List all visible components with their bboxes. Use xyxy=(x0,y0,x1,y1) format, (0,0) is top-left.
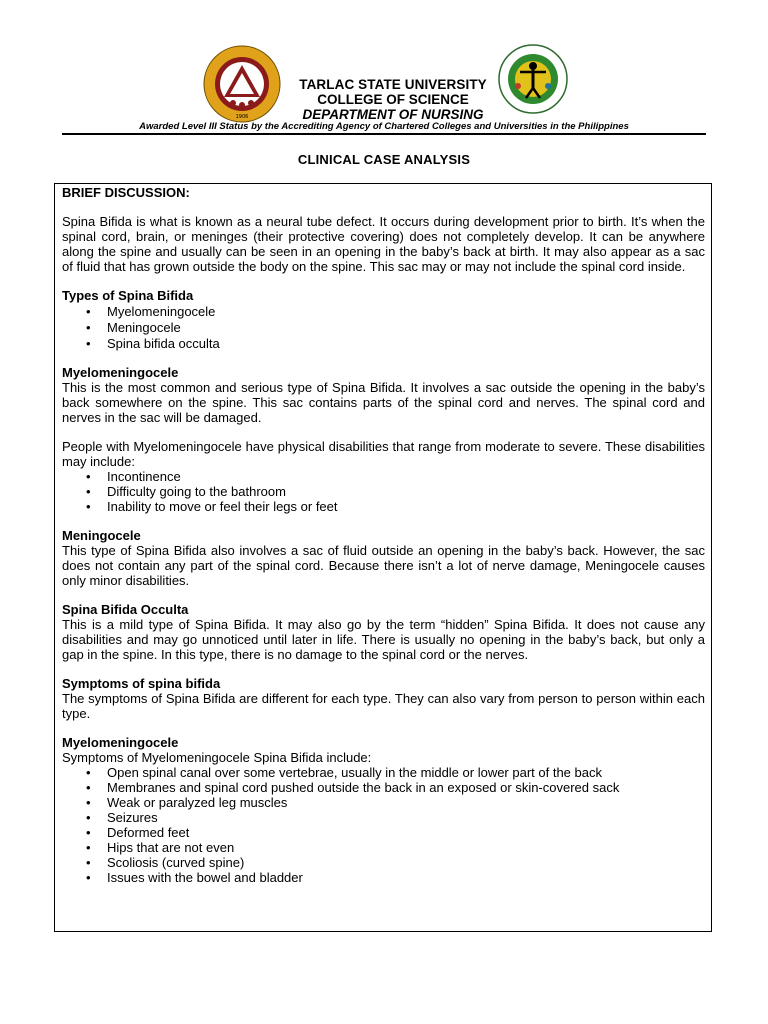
myelo-symptoms-heading: Myelomeningocele xyxy=(62,735,179,750)
brief-text: Spina Bifida is what is known as a neural tube defect. It occurs during development prior to birth. It’s when the spinal cord, brain, or meninges (their protective covering) does not completely develop. It can be anywhere along the spine and usually can be seen in an opening in the baby’s back at birth. It may also appear as a sac of fluid that has grown outside the body on the spine. This sac may or may not include the spinal cord inside. xyxy=(62,214,705,274)
list-item: • Incontinence xyxy=(107,469,705,484)
institution-name-block xyxy=(288,77,498,122)
list-item: • Meningocele xyxy=(107,320,705,335)
list-item: • Scoliosis (curved spine) xyxy=(107,855,705,870)
brief-heading: BRIEF DISCUSSION: xyxy=(62,185,190,200)
list-item: • Open spinal canal over some vertebrae, usually in the middle or lower part of the back xyxy=(107,765,705,780)
list-item: • Membranes and spinal cord pushed outside the back in an exposed or skin-covered sack xyxy=(107,780,705,795)
myelo-heading: Myelomeningocele xyxy=(62,365,179,380)
symptoms-heading: Symptoms of spina bifida xyxy=(62,676,221,691)
meningo-text: This type of Spina Bifida also involves a sac of fluid outside an opening in the baby’s back. However, the sac does not contain any part of the spinal cord. Because there isn’t a lot of nerve damage, Meningocele causes only minor disabilities. xyxy=(62,543,705,588)
college-name: COLLEGE OF SCIENCE xyxy=(317,92,469,107)
types-heading: Types of Spina Bifida xyxy=(62,288,194,303)
disabilities-list xyxy=(62,469,705,514)
symptoms-text: The symptoms of Spina Bifida are different for each type. They can also vary from person to person within each type. xyxy=(62,691,705,721)
list-item: • Myelomeningocele xyxy=(107,304,705,319)
myelo-text: This is the most common and serious type of Spina Bifida. It involves a sac outside the opening in the baby’s back somewhere on the spine. This sac contains parts of the spinal cord and nerves. The spinal cord and nerves in the sac will be damaged. xyxy=(62,380,705,425)
list-item: • Seizures xyxy=(107,810,705,825)
list-item: • Issues with the bowel and bladder xyxy=(107,870,705,885)
occulta-heading: Spina Bifida Occulta xyxy=(62,602,189,617)
list-item: • Weak or paralyzed leg muscles xyxy=(107,795,705,810)
myelo-text-2: People with Myelomeningocele have physical disabilities that range from moderate to severe. These disabilities may include: xyxy=(62,439,705,469)
university-name: TARLAC STATE UNIVERSITY xyxy=(299,77,487,92)
meningo-heading: Meningocele xyxy=(62,528,141,543)
discussion-content xyxy=(62,184,705,885)
occulta-text: This is a mild type of Spina Bifida. It may also go by the term “hidden” Spina Bifida. It does not cause any disabilities and may go unnoticed until later in life. There is usually no opening in the baby’s back, but only a gap in the spine. In this type, there is no damage to the spinal cord or the nerves. xyxy=(62,617,705,662)
letterhead xyxy=(0,0,768,140)
list-item: • Hips that are not even xyxy=(107,840,705,855)
college-seal-icon xyxy=(490,44,576,114)
seal-year: 1906 xyxy=(235,114,249,120)
list-item: • Inability to move or feel their legs or feet xyxy=(107,499,705,514)
document-title: CLINICAL CASE ANALYSIS xyxy=(297,152,471,167)
myelo-symptoms-list xyxy=(62,765,705,885)
list-item: • Spina bifida occulta xyxy=(107,336,705,351)
university-seal-icon xyxy=(203,45,281,123)
department-name: DEPARTMENT OF NURSING xyxy=(302,107,484,122)
accreditation-line: Awarded Level III Status by the Accrediting Agency of Chartered Colleges and Universities in the Philippines xyxy=(139,121,629,132)
myelo-symptoms-text: Symptoms of Myelomeningocele Spina Bifida include: xyxy=(62,750,372,765)
list-item: • Difficulty going to the bathroom xyxy=(107,484,705,499)
list-item: • Deformed feet xyxy=(107,825,705,840)
discussion-box xyxy=(54,183,712,932)
header-divider xyxy=(62,133,706,135)
types-list xyxy=(62,304,705,351)
